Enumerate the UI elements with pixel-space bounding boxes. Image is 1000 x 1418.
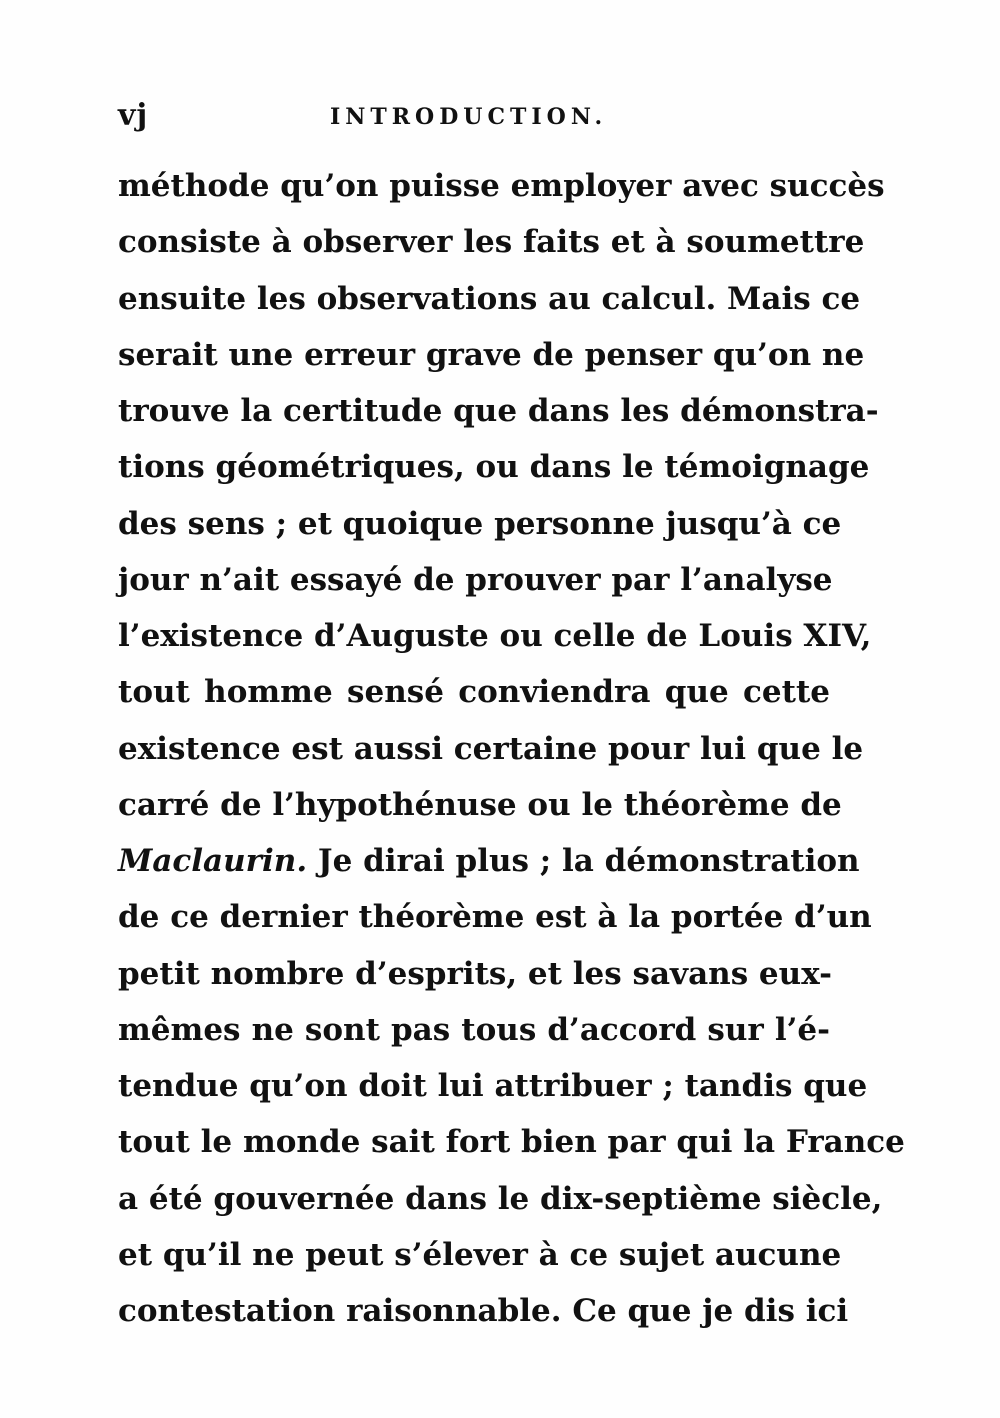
running-title: INTRODUCTION. xyxy=(330,104,608,130)
text-line: existence est aussi certaine pour lui que le xyxy=(118,730,864,767)
text-line: a été gouvernée dans le dix-septième siècle, xyxy=(118,1180,883,1217)
text-line: jour n’ait essayé de prouver par l’analyse xyxy=(118,561,833,598)
text-line: mêmes ne sont pas tous d’accord sur l’é- xyxy=(118,1011,830,1048)
text-line-maclaurin xyxy=(118,833,860,889)
text-line: des sens ; et quoique personne jusqu’à ce xyxy=(118,505,842,542)
text-line: et qu’il ne peut s’élever à ce sujet aucune xyxy=(118,1236,842,1273)
body-text xyxy=(118,158,905,1339)
page-number: vj xyxy=(118,98,149,133)
text-line: l’existence d’Auguste ou celle de Louis XIV, xyxy=(118,618,872,654)
text-line: tout homme sensé conviendra que cette xyxy=(118,674,830,711)
italic-name-maclaurin: Maclaurin. xyxy=(118,843,308,879)
text-line: serait une erreur grave de penser qu’on ne xyxy=(118,336,865,373)
text-line-remainder: Je dirai plus ; la démonstration xyxy=(307,843,860,879)
text-line: contestation raisonnable. Ce que je dis ici xyxy=(118,1293,849,1329)
text-line: consiste à observer les faits et à soumettre xyxy=(118,224,865,261)
page-header xyxy=(118,98,830,138)
text-line: de ce dernier théorème est à la portée d’un xyxy=(118,899,872,936)
text-line: tions géométriques, ou dans le témoignage xyxy=(118,449,870,486)
text-line: trouve la certitude que dans les démonstra- xyxy=(118,393,879,429)
text-line: tout le monde sait fort bien par qui la France xyxy=(118,1124,905,1161)
text-line: méthode qu’on puisse employer avec succès xyxy=(118,168,885,204)
text-line: ensuite les observations au calcul. Mais ce xyxy=(118,280,861,317)
text-line: petit nombre d’esprits, et les savans eux- xyxy=(118,955,832,992)
text-line: tendue qu’on doit lui attribuer ; tandis que xyxy=(118,1068,868,1104)
text-line: carré de l’hypothénuse ou le théorème de xyxy=(118,786,842,823)
